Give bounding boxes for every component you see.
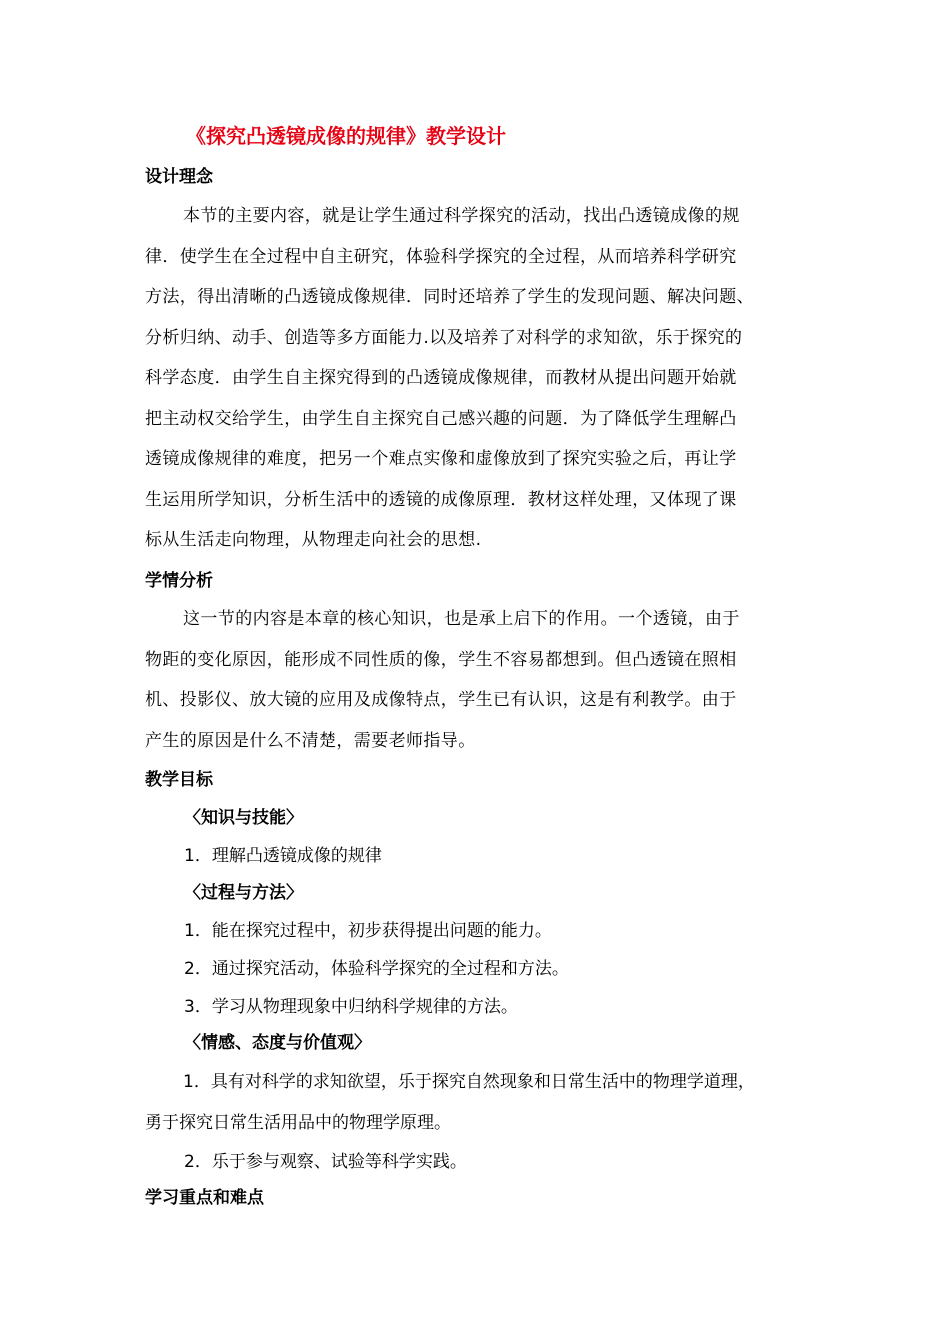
subheading-process-methods: 〈过程与方法〉 [184, 883, 303, 903]
section-heading-student-analysis: 学情分析 [145, 571, 213, 591]
paragraph-line: 律．使学生在全过程中自主研究，体验科学探究的全过程，从而培养科学研究 [145, 246, 737, 267]
paragraph-line: 物距的变化原因，能形成不同性质的像，学生不容易都想到。但凸透镜在照相 [145, 649, 737, 670]
paragraph-line: 这一节的内容是本章的核心知识，也是承上启下的作用。一个透镜，由于 [183, 609, 740, 629]
subheading-emotion-values: 〈情感、态度与价值观〉 [184, 1033, 371, 1053]
paragraph-line: 产生的原因是什么不清楚，需要老师指导。 [145, 730, 476, 751]
subheading-knowledge-skills: 〈知识与技能〉 [184, 808, 303, 828]
goal-item-line: 勇于探究日常生活用品中的物理学原理。 [145, 1112, 451, 1133]
paragraph-line: 方法，得出清晰的凸透镜成像规律．同时还培养了学生的发现问题、解决问题、 [145, 287, 754, 307]
goal-item: 2．乐于参与观察、试验等科学实践。 [184, 1152, 467, 1172]
paragraph-line: 机、投影仪、放大镜的应用及成像特点，学生已有认识，这是有利教学。由于 [145, 690, 737, 710]
paragraph-line: 科学态度．由学生自主探究得到的凸透镜成像规律，而教材从提出问题开始就 [145, 368, 737, 388]
paragraph-line: 标从生活走向物理，从物理走向社会的思想. [145, 530, 482, 550]
goal-item-line: 1．具有对科学的求知欲望，乐于探究自然现象和日常生活中的物理学道理， [183, 1072, 755, 1092]
section-heading-design-concept: 设计理念 [145, 167, 213, 187]
document-title: 《探究凸透镜成像的规律》教学设计 [186, 124, 506, 148]
section-heading-key-points: 学习重点和难点 [145, 1188, 264, 1208]
paragraph-line: 本节的主要内容，就是让学生通过科学探究的活动，找出凸透镜成像的规 [183, 206, 740, 226]
goal-item: 2．通过探究活动，体验科学探究的全过程和方法。 [184, 959, 569, 979]
goal-item: 3．学习从物理现象中归纳科学规律的方法。 [184, 997, 518, 1017]
goal-item: 1．理解凸透镜成像的规律 [184, 846, 382, 866]
paragraph-line: 生运用所学知识，分析生活中的透镜的成像原理．教材这样处理，又体现了课 [145, 489, 737, 510]
goal-item: 1．能在探究过程中，初步获得提出问题的能力。 [184, 921, 552, 941]
paragraph-line: 分析归纳、动手、创造等多方面能力.以及培养了对科学的求知欲，乐于探究的 [145, 327, 743, 348]
goal-item-multiline [145, 1062, 809, 1143]
section-heading-teaching-goals: 教学目标 [145, 770, 213, 790]
design-concept-paragraph [145, 196, 809, 561]
student-analysis-paragraph [145, 599, 809, 761]
paragraph-line: 把主动权交给学生，由学生自主探究自己感兴趣的问题．为了降低学生理解凸 [145, 408, 737, 429]
paragraph-line: 透镜成像规律的难度，把另一个难点实像和虚像放到了探究实验之后，再让学 [145, 449, 737, 469]
